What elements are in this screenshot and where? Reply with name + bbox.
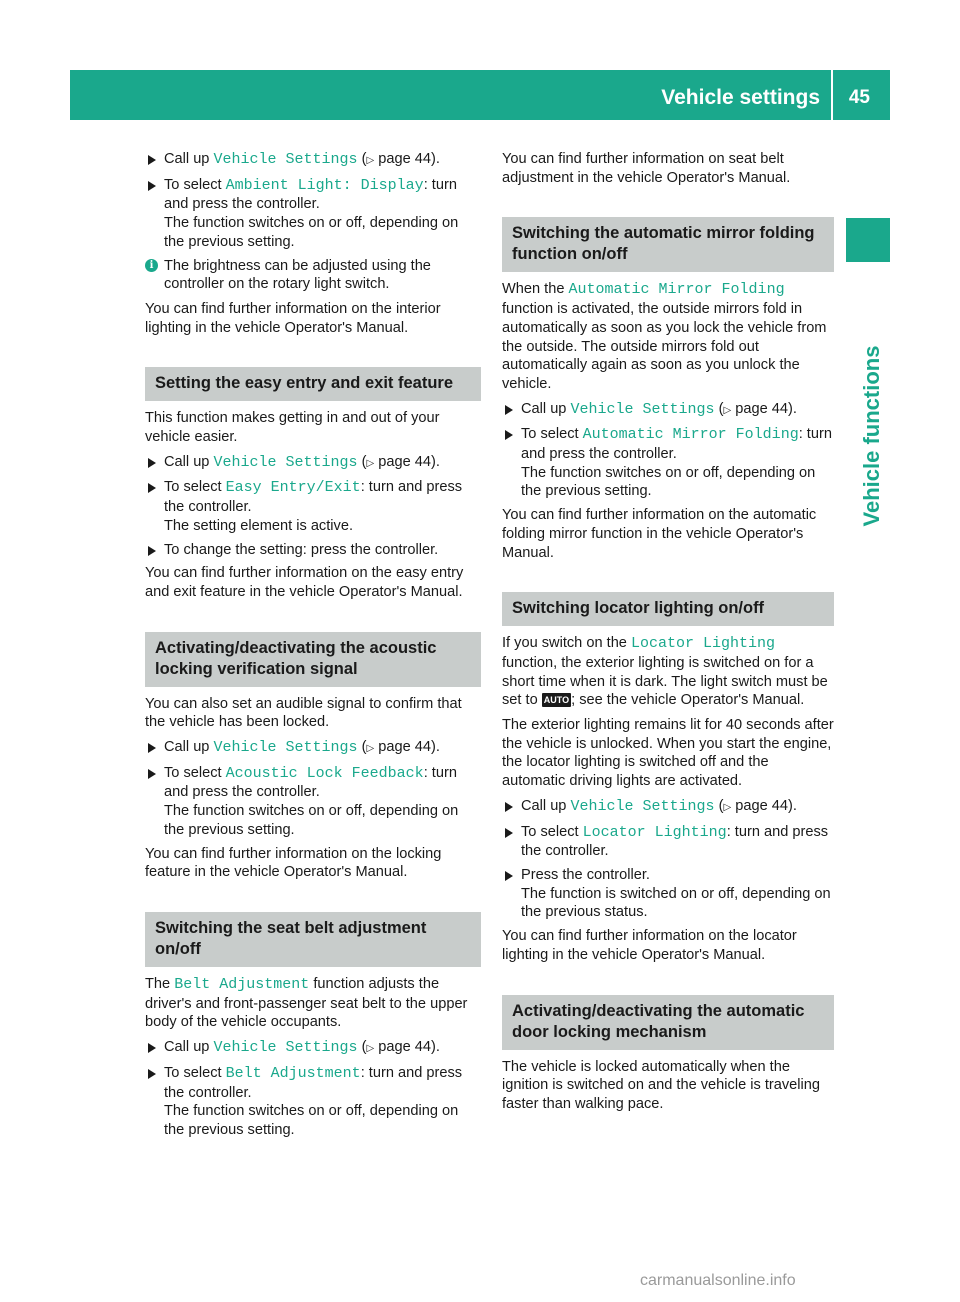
step-arrow-icon: [505, 828, 513, 838]
step-arrow-icon: [148, 743, 156, 753]
header-separator: [831, 70, 833, 120]
info-icon: i: [145, 259, 158, 272]
step-call-up: Call up Vehicle Settings (▷ page 44).: [145, 738, 481, 759]
menu-vehicle-settings: Vehicle Settings: [213, 1039, 358, 1057]
menu-vehicle-settings: Vehicle Settings: [213, 739, 358, 757]
section-heading: Activating/deactivating the automatic door locking mechanism: [502, 995, 834, 1050]
step-arrow-icon: [505, 802, 513, 812]
paragraph: You can find further information on the interior lighting in the vehicle Operator's Manual.: [145, 300, 441, 336]
step-arrow-icon: [148, 769, 156, 779]
section-heading: Switching locator lighting on/off: [502, 592, 834, 626]
watermark: carmanualsonline.info: [640, 1272, 796, 1289]
menu-acoustic-lock-feedback: Acoustic Lock Feedback: [225, 764, 424, 782]
step-arrow-icon: [148, 546, 156, 556]
page-ref-triangle-icon: ▷: [366, 743, 375, 755]
chapter-label: Vehicle functions: [859, 345, 884, 527]
paragraph: When the Automatic Mirror Folding function is activated, the outside mirrors fold in automatically as soon as you lock the vehicle from the outside. The outside mirrors fold out automatically again as soon as you unlock the vehicle.: [502, 281, 827, 392]
header-bar: [70, 70, 890, 120]
step-select: To select Ambient Light: Display: turn and press the controller. The function switches on or off, depending on the previous setting.: [145, 176, 481, 252]
right-column: [502, 150, 834, 1120]
menu-automatic-mirror-folding: Automatic Mirror Folding: [582, 426, 799, 444]
step-call-up: Call up Vehicle Settings (▷ page 44).: [145, 1038, 481, 1059]
paragraph: If you switch on the Locator Lighting function, the exterior lighting is switched on for a short time when it is dark. The light switch must be set to AUTO ; see the vehicle Operator's Manual.: [502, 635, 828, 709]
step-call-up: Call up Vehicle Settings (▷ page 44).: [502, 400, 834, 421]
paragraph: You can find further information on the automatic folding mirror function in the vehicle Operator's Manual.: [502, 507, 817, 561]
step-arrow-icon: [148, 1043, 156, 1053]
paragraph: You can also set an audible signal to confirm that the vehicle has been locked.: [145, 695, 462, 731]
left-column: [145, 150, 481, 1145]
page-ref-triangle-icon: ▷: [366, 1043, 375, 1055]
page-ref-triangle-icon: ▷: [366, 155, 375, 166]
step-select: To select Automatic Mirror Folding: turn and press the controller. The function switches on or off, depending on the previous setting.: [502, 425, 834, 501]
step-call-up: Call up Vehicle Settings (▷ page 44).: [145, 150, 481, 171]
section-heading: Setting the easy entry and exit feature: [145, 367, 481, 401]
paragraph: The Belt Adjustment function adjusts the driver's and front-passenger seat belt to the upper body of the vehicle occupants.: [145, 975, 468, 1031]
step-select: To select Belt Adjustment: turn and press the controller. The function switches on or off, depending on the previous setting.: [145, 1064, 481, 1140]
section-heading: Switching the automatic mirror folding function on/off: [502, 217, 834, 272]
paragraph: The vehicle is locked automatically when the ignition is switched on and the vehicle is traveling faster than walking pace.: [502, 1058, 820, 1112]
step-arrow-icon: [148, 181, 156, 191]
step-arrow-icon: [148, 155, 156, 165]
step-arrow-icon: [148, 458, 156, 468]
paragraph: You can find further information on the easy entry and exit feature in the vehicle Operator's Manual.: [145, 565, 464, 600]
paragraph: You can find further information on the locator lighting in the vehicle Operator's Manual.: [502, 928, 797, 963]
page-number: 45: [848, 87, 870, 108]
menu-easy-entry-exit: Easy Entry/Exit: [225, 479, 361, 497]
menu-vehicle-settings: Vehicle Settings: [570, 797, 715, 815]
menu-ambient-light-display: Ambient Light: Display: [225, 176, 424, 194]
auto-light-switch-icon: AUTO: [543, 695, 570, 706]
section-heading: Switching the seat belt adjustment on/off: [145, 912, 481, 967]
step-arrow-icon: [148, 483, 156, 493]
step-select: To select Locator Lighting: turn and press the controller.: [502, 823, 834, 861]
menu-locator-lighting: Locator Lighting: [582, 823, 727, 841]
paragraph: The exterior lighting remains lit for 40 seconds after the vehicle is unlocked. When you start the engine, the locator lighting is switched off and the automatic driving lights are activated.: [502, 717, 834, 790]
menu-vehicle-settings: Vehicle Settings: [213, 151, 358, 168]
info-note: i The brightness can be adjusted using the controller on the rotary light switch.: [145, 257, 481, 294]
paragraph: This function makes getting in and out of your vehicle easier.: [145, 410, 440, 446]
menu-belt-adjustment: Belt Adjustment: [174, 975, 310, 993]
step-select: To select Easy Entry/Exit: turn and press the controller. The setting element is active.: [145, 478, 481, 535]
step-call-up: Call up Vehicle Settings (▷ page 44).: [502, 797, 834, 818]
step-arrow-icon: [148, 1069, 156, 1079]
step-arrow-icon: [505, 871, 513, 881]
paragraph: You can find further information on seat belt adjustment in the vehicle Operator's Manual.: [502, 151, 791, 186]
step-arrow-icon: [505, 430, 513, 440]
section-heading: Activating/deactivating the acoustic locking verification signal: [145, 632, 481, 687]
page-ref-triangle-icon: ▷: [723, 801, 732, 813]
step-select: To select Acoustic Lock Feedback: turn and press the controller. The function switches on or off, depending on the previous setting.: [145, 764, 481, 840]
paragraph: You can find further information on the locking feature in the vehicle Operator's Manual.: [145, 845, 442, 881]
menu-belt-adjustment: Belt Adjustment: [225, 1064, 361, 1082]
step-change: To change the setting: press the controller.: [145, 541, 481, 560]
menu-vehicle-settings: Vehicle Settings: [570, 400, 715, 418]
page-ref-triangle-icon: ▷: [723, 404, 732, 416]
menu-vehicle-settings: Vehicle Settings: [213, 453, 358, 471]
step-call-up: Call up Vehicle Settings (▷ page 44).: [145, 453, 481, 474]
menu-locator-lighting: Locator Lighting: [631, 635, 776, 653]
menu-automatic-mirror-folding: Automatic Mirror Folding: [568, 281, 785, 299]
step-press: Press the controller. The function is switched on or off, depending on the previous status.: [502, 866, 834, 922]
section-title: Vehicle settings: [661, 86, 820, 109]
page-ref-triangle-icon: ▷: [366, 457, 375, 469]
step-arrow-icon: [505, 405, 513, 415]
